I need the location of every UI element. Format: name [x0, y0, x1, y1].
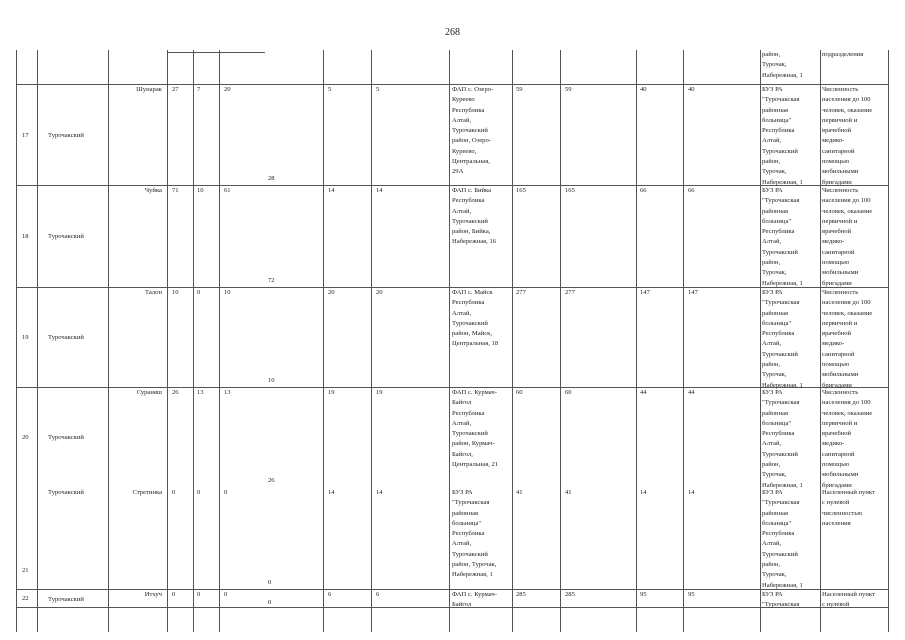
table-cell-c10: 44 [688, 389, 695, 396]
table-cell-bus: БУЗ РА "Турочакская районная больница" Республика Алтай, Турочакский район, Турочак, Набережная, 1 [762, 289, 803, 389]
table-cell-c3: 0 [224, 489, 228, 496]
table-cell-c10: 40 [688, 86, 695, 93]
table-cell-c9: 66 [640, 187, 647, 194]
table-cell-c9: 44 [640, 389, 647, 396]
table-cell-district: Турочакский [48, 233, 84, 240]
table-cell-c6: 14 [376, 489, 383, 496]
table-cell-no: 19 [22, 334, 29, 341]
table-column-divider [37, 50, 38, 632]
table-cell-district: Турочакский [48, 489, 84, 496]
table-cell-bus: БУЗ РА "Турочакская районная больница" Республика Алтай, Турочакский район, Турочак, Набережная, 1 [762, 86, 803, 186]
table-cell-c4: 26 [268, 477, 275, 484]
table-cell-no: 22 [22, 595, 29, 602]
table-cell-c9: 40 [640, 86, 647, 93]
table-cell-c9: 14 [640, 489, 647, 496]
table-cell-note: Населенный пункт с нулевой численностью населения [822, 489, 875, 527]
table-cell-c3: 20 [224, 86, 231, 93]
table-column-divider [449, 50, 450, 632]
table-column-divider [560, 50, 561, 632]
table-column-divider [219, 50, 220, 632]
table-cell-c5: 14 [328, 187, 335, 194]
table-cell-bus: БУЗ РА "Турочакская [762, 591, 800, 609]
table-column-divider [371, 50, 372, 632]
table-cell-settlement: Шунарак [136, 86, 162, 93]
table-cell-c5: 6 [328, 591, 332, 598]
table-cell-c5: 5 [328, 86, 332, 93]
table-column-divider [167, 50, 168, 632]
table-border [193, 52, 265, 53]
table-cell-note: Численность населения до 100 человек, оказание первичной и врачебной медико- санитарной помощью мобильными бригадами [822, 289, 873, 389]
table-cell-note: Численность населения до 100 человек, оказание первичной и врачебной медико- санитарной помощью мобильными бригадами [822, 389, 873, 489]
table-cell-c6: 14 [376, 187, 383, 194]
table-cell-c2: 7 [197, 86, 201, 93]
table-cell-c4: 28 [268, 175, 275, 182]
table-cell-c3: 0 [224, 591, 228, 598]
table-cell-c10: 66 [688, 187, 695, 194]
table-cell-c1: 10 [172, 289, 179, 296]
table-cell-district: Турочакский [48, 596, 84, 603]
table-cell-c6: 19 [376, 389, 383, 396]
table-cell-bus: БУЗ РА "Турочакская районная больница" Республика Алтай, Турочакский район, Турочак, Набережная, 1 [762, 489, 803, 589]
table-cell-c2: 0 [197, 289, 201, 296]
table-cell-settlement: Сураняш [136, 389, 162, 396]
page-number: 268 [445, 27, 460, 38]
table-cell-c6: 5 [376, 86, 380, 93]
table-column-divider [820, 50, 821, 632]
table-cell-fap: ФАП с. Майск Республика Алтай, Турочакский район, Майск, Центральная, 18 [452, 289, 499, 348]
table-cell-c8: 60 [565, 389, 572, 396]
table-column-divider [323, 50, 324, 632]
table-cell-c1: 0 [172, 489, 176, 496]
table-cell-settlement: Стретинка [132, 489, 162, 496]
table-cell-c8: 59 [565, 86, 572, 93]
table-column-divider [108, 50, 109, 632]
table-cell-c8: 41 [565, 489, 572, 496]
table-cell-fap: ФАП с. Курмач- Байгол Республика Алтай, Турочакский район, Курмач- Байгол, Центральная, 21 [452, 389, 499, 469]
table-cell-settlement: Итхуч [144, 591, 162, 598]
table-column-divider [193, 50, 194, 632]
table-column-divider [888, 50, 889, 632]
table-column-divider [512, 50, 513, 632]
table-cell-bus-fragment: район, Турочак, Набережная, 1 [762, 51, 803, 79]
table-cell-no: 20 [22, 434, 29, 441]
table-column-divider [16, 50, 17, 632]
table-column-divider [636, 50, 637, 632]
table-cell-note-fragment: подразделения [822, 51, 864, 58]
table-cell-bus: БУЗ РА "Турочакская районная больница" Республика Алтай, Турочакский район, Турочак, Набережная, 1 [762, 389, 803, 489]
table-cell-district: Турочакский [48, 334, 84, 341]
table-cell-c5: 20 [328, 289, 335, 296]
table-cell-c2: 10 [197, 187, 204, 194]
table-cell-c7: 59 [516, 86, 523, 93]
table-cell-fap: ФАП с. Озеро- Куреево Республика Алтай, Турочакский район, Озеро- Куреево, Центральная, 29А [452, 86, 494, 176]
table-cell-c1: 27 [172, 86, 179, 93]
table-cell-c7: 165 [516, 187, 526, 194]
table-cell-c7: 41 [516, 489, 523, 496]
table-cell-c1: 26 [172, 389, 179, 396]
table-column-divider [760, 50, 761, 632]
table-cell-c8: 285 [565, 591, 575, 598]
table-cell-c5: 19 [328, 389, 335, 396]
table-cell-c3: 13 [224, 389, 231, 396]
table-cell-c10: 147 [688, 289, 698, 296]
table-cell-fap: БУЗ РА "Турочакская районная больница" Республика Алтай, Турочакский район, Турочак, Набережная, 1 [452, 489, 497, 579]
table-cell-c3: 61 [224, 187, 231, 194]
table-cell-note: Численность населения до 100 человек, оказание первичной и врачебной медико- санитарной помощью мобильными бригадами [822, 86, 873, 186]
table-cell-c4: 10 [268, 377, 275, 384]
table-cell-c2: 0 [197, 489, 201, 496]
table-cell-no: 17 [22, 131, 29, 139]
table-cell-c10: 95 [688, 591, 695, 598]
table-cell-c4: 0 [268, 579, 272, 586]
table-cell-district: Турочакский [48, 434, 84, 441]
table-cell-bus: БУЗ РА "Турочакская районная больница" Республика Алтай, Турочакский район, Турочак, Набережная, 1 [762, 187, 803, 287]
table-cell-no: 18 [22, 233, 29, 240]
table-cell-note: Населенный пункт с нулевой [822, 591, 875, 609]
table-cell-no: 21 [22, 567, 29, 574]
table-cell-c5: 14 [328, 489, 335, 496]
table-cell-c1: 71 [172, 187, 179, 194]
table-cell-c9: 95 [640, 591, 647, 598]
table-cell-c6: 20 [376, 289, 383, 296]
table-cell-c3: 10 [224, 289, 231, 296]
table-cell-c4: 0 [268, 599, 272, 606]
table-cell-c8: 165 [565, 187, 575, 194]
table-cell-district: Турочакский [48, 131, 84, 139]
table-cell-fap: ФАП с. Курмач- Байгол [452, 591, 497, 609]
table-cell-c10: 14 [688, 489, 695, 496]
table-cell-c2: 0 [197, 591, 201, 598]
table-cell-c7: 60 [516, 389, 523, 396]
table-cell-c4: 72 [268, 277, 275, 284]
table-cell-settlement: Чуйка [144, 187, 162, 194]
table-cell-c8: 277 [565, 289, 575, 296]
table-cell-settlement: Талон [145, 289, 162, 296]
table-border [167, 52, 193, 53]
table-cell-note: Численность населения до 100 человек, оказание первичной и врачебной медико- санитарной помощью мобильными бригадами [822, 187, 873, 287]
table-cell-c1: 0 [172, 591, 176, 598]
table-column-divider [683, 50, 684, 632]
table-cell-c6: 6 [376, 591, 380, 598]
table-cell-fap: ФАП с. Бийка Республика Алтай, Турочакский район, Бийка, Набережная, 16 [452, 187, 497, 246]
table-cell-c2: 13 [197, 389, 204, 396]
table-cell-c7: 277 [516, 289, 526, 296]
table-cell-c7: 285 [516, 591, 526, 598]
table-cell-c9: 147 [640, 289, 650, 296]
